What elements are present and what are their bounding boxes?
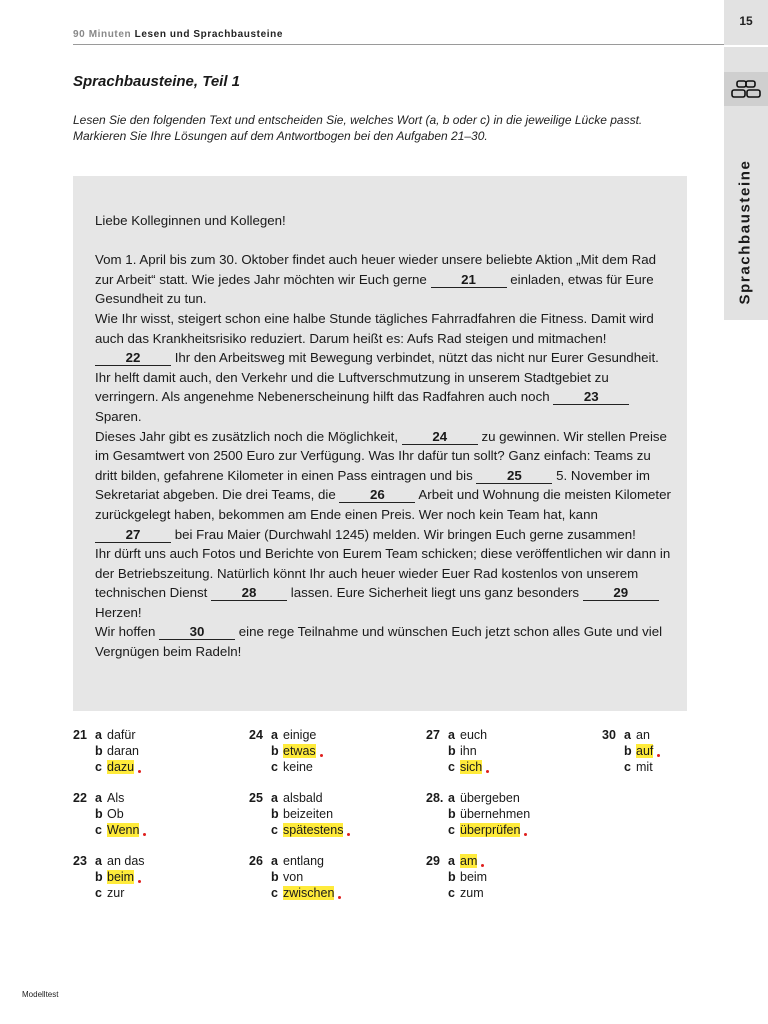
- gap-28: 28: [211, 585, 287, 601]
- option-letter: a: [95, 854, 102, 868]
- option-row: [73, 727, 141, 743]
- letter-paragraph-1: [95, 250, 675, 309]
- question-27: [426, 727, 489, 775]
- option-row: [426, 869, 487, 885]
- option-row: [602, 743, 660, 759]
- option-letter: a: [271, 728, 278, 742]
- option-row: [249, 727, 323, 743]
- option-a[interactable]: euch: [460, 728, 488, 742]
- running-header: [73, 29, 283, 40]
- option-c[interactable]: dazu: [107, 760, 135, 774]
- option-b[interactable]: ihn: [460, 744, 477, 758]
- text-fragment: Arbeit und Wohnung die meisten Kilometer zurückgelegt haben, bekommen am Ende einen Preis. Wer noch kein Team hat, kann: [95, 487, 671, 522]
- text-fragment: Herzen!: [95, 604, 142, 620]
- answer-mark-dot: [486, 770, 489, 773]
- answer-mark-dot: [657, 754, 660, 757]
- answer-mark-dot: [481, 864, 484, 867]
- option-row: [73, 790, 146, 806]
- text-fragment: Ihr dürft uns auch Fotos und Berichte von Eurem Team schicken; diese veröffentlichen wir dann in der Betriebszeitung. Natürlich könnt Ihr auch heuer wieder Euer Rad kostenlos von unserem technischen Dienst: [95, 546, 671, 601]
- option-row: [73, 869, 145, 885]
- gap-21: 21: [431, 272, 507, 288]
- letter-greeting: Liebe Kolleginnen und Kollegen!: [95, 213, 286, 228]
- gap-30: 30: [159, 624, 235, 640]
- option-a[interactable]: an: [636, 728, 650, 742]
- option-a[interactable]: an das: [107, 854, 145, 868]
- option-row: [426, 743, 489, 759]
- option-row: [249, 759, 323, 775]
- option-c[interactable]: spätestens: [283, 823, 344, 837]
- option-b[interactable]: auf: [636, 744, 654, 758]
- option-letter: c: [271, 886, 278, 900]
- option-letter: b: [448, 744, 456, 758]
- option-letter: b: [448, 807, 456, 821]
- page-title: Sprachbausteine, Teil 1: [73, 73, 240, 90]
- option-row: [426, 853, 487, 869]
- letter-paragraph-3: [95, 427, 675, 545]
- option-row: [426, 727, 489, 743]
- option-row: [426, 806, 530, 822]
- option-c[interactable]: mit: [636, 760, 653, 774]
- header-section-label: 90 Minuten: [73, 29, 132, 40]
- option-a[interactable]: alsbald: [283, 791, 323, 805]
- text-fragment: Sparen.: [95, 408, 142, 424]
- task-instructions: Lesen Sie den folgenden Text und entscheiden Sie, welches Wort (a, b oder c) in die jeweilige Lücke passt. Markieren Sie Ihre Lösungen auf dem Antwortbogen bei den Aufgaben 21–30.: [73, 113, 643, 143]
- option-b[interactable]: beim: [107, 870, 135, 884]
- option-letter: c: [271, 823, 278, 837]
- gap-22: 22: [95, 350, 171, 366]
- option-row: [73, 743, 141, 759]
- question-23: [73, 853, 145, 901]
- option-a[interactable]: dafür: [107, 728, 136, 742]
- option-row: [249, 885, 341, 901]
- text-fragment: einladen, etwas für Eure Gesundheit zu tun.: [95, 271, 654, 307]
- option-letter: c: [95, 823, 102, 837]
- option-letter: b: [271, 744, 279, 758]
- header-section-title: Lesen und Sprachbausteine: [134, 29, 283, 40]
- option-letter: b: [95, 870, 103, 884]
- text-fragment: Wir hoffen: [95, 624, 156, 640]
- option-b[interactable]: etwas: [283, 744, 316, 758]
- answer-mark-dot: [338, 896, 341, 899]
- side-tab-label: Sprachbausteine: [736, 159, 754, 305]
- option-row: [602, 727, 660, 743]
- text-fragment: 5. November im Sekretariat abgeben. Die drei Teams, die: [95, 467, 650, 503]
- option-letter: c: [624, 760, 631, 774]
- option-row: [249, 822, 350, 838]
- option-letter: a: [271, 791, 278, 805]
- option-row: [73, 853, 145, 869]
- option-c[interactable]: zum: [460, 886, 484, 900]
- option-b[interactable]: beizeiten: [283, 807, 334, 821]
- question-22: [73, 790, 146, 838]
- text-fragment: eine rege Teilnahme und wünschen Euch jetzt schon alles Gute und viel Vergnügen beim Radeln!: [95, 624, 663, 660]
- question-number: 21: [73, 728, 87, 742]
- option-letter: c: [271, 760, 278, 774]
- answer-mark-dot: [347, 833, 350, 836]
- linked-blocks-icon: [724, 72, 768, 106]
- letter-text: [95, 211, 675, 662]
- option-row: [73, 885, 145, 901]
- question-29: [426, 853, 487, 901]
- option-letter: b: [271, 807, 279, 821]
- option-letter: a: [271, 854, 278, 868]
- option-row: [426, 759, 489, 775]
- question-26: [249, 853, 341, 901]
- question-30: [602, 727, 660, 775]
- page-number: 15: [739, 14, 753, 28]
- text-fragment: lassen. Eure Sicherheit liegt uns ganz besonders: [290, 585, 580, 601]
- option-c[interactable]: zwischen: [283, 886, 335, 900]
- option-letter: b: [271, 870, 279, 884]
- option-letter: a: [624, 728, 631, 742]
- option-letter: c: [95, 886, 102, 900]
- answer-mark-dot: [138, 770, 141, 773]
- gap-23: 23: [553, 389, 629, 405]
- text-fragment: Wie Ihr wisst, steigert schon eine halbe Stunde tägliches Fahrradfahren die Fitness. Damit wird auch das Krankheitsrisiko reduziert. Darum heißt es: Aufs Rad steigen und mitmachen!: [95, 310, 654, 346]
- question-number: 25: [249, 791, 263, 805]
- option-letter: a: [95, 728, 102, 742]
- question-number: 27: [426, 728, 440, 742]
- option-row: [426, 885, 487, 901]
- gap-27: 27: [95, 527, 171, 543]
- question-number: 22: [73, 791, 87, 805]
- gap-24: 24: [402, 429, 478, 445]
- option-letter: c: [448, 823, 455, 837]
- gap-26: 26: [339, 487, 415, 503]
- option-row: [249, 853, 341, 869]
- question-number: 29: [426, 854, 440, 868]
- question-number: 30: [602, 728, 616, 742]
- option-row: [602, 759, 660, 775]
- footer-label: Modelltest: [22, 990, 59, 999]
- option-letter: a: [448, 791, 455, 805]
- question-number: 26: [249, 854, 263, 868]
- question-21: [73, 727, 141, 775]
- option-a[interactable]: am: [460, 854, 478, 868]
- gap-25: 25: [476, 468, 552, 484]
- option-a[interactable]: entlang: [283, 854, 325, 868]
- option-row: [426, 790, 530, 806]
- text-fragment: bei Frau Maier (Durchwahl 1245) melden. Wir bringen Euch gerne zusammen!: [174, 526, 636, 542]
- option-b[interactable]: beim: [460, 870, 488, 884]
- question-number: 28.: [426, 791, 444, 805]
- option-row: [249, 743, 323, 759]
- option-letter: a: [95, 791, 102, 805]
- option-letter: c: [448, 886, 455, 900]
- option-letter: c: [448, 760, 455, 774]
- text-fragment: Vom 1. April bis zum 30. Oktober findet auch heuer wieder unsere beliebte Aktion „Mit dem Rad zur Arbeit“ statt. Wie jedes Jahr möchten wir Euch gerne: [95, 252, 656, 287]
- option-letter: b: [95, 744, 103, 758]
- gap-29: 29: [583, 585, 659, 601]
- option-c[interactable]: sich: [460, 760, 483, 774]
- option-letter: b: [624, 744, 632, 758]
- answer-mark-dot: [143, 833, 146, 836]
- option-row: [249, 790, 350, 806]
- option-row: [249, 869, 341, 885]
- option-row: [73, 822, 146, 838]
- option-b[interactable]: Ob: [107, 807, 124, 821]
- answer-mark-dot: [524, 833, 527, 836]
- question-28: [426, 790, 530, 838]
- text-fragment: Ihr den Arbeitsweg mit Bewegung verbindet, nützt das nicht nur Eurer Gesundheit. Ihr helft damit auch, den Verkehr und die Luftverschmutzung in unserem Stadtgebiet zu verringern. Als angenehme Nebenerscheinung hilft das Radfahren auch noch: [95, 350, 659, 405]
- option-b[interactable]: übernehmen: [460, 807, 531, 821]
- option-c[interactable]: Wenn: [107, 823, 140, 837]
- question-25: [249, 790, 350, 838]
- letter-paragraph-4: [95, 544, 675, 622]
- option-b[interactable]: von: [283, 870, 304, 884]
- answer-mark-dot: [320, 754, 323, 757]
- letter-paragraph-2: [95, 309, 675, 427]
- option-c[interactable]: keine: [283, 760, 313, 774]
- option-letter: c: [95, 760, 102, 774]
- option-a[interactable]: übergeben: [460, 791, 520, 805]
- text-fragment: zu gewinnen. Wir stellen Preise im Gesamtwert von 2500 Euro zur Verfügung. Was Ihr dafür tun sollt? Ganz einfach: Teams zu dritt bilden, gefahrene Kilometer in einen Pass eintragen und bis: [95, 428, 667, 483]
- question-24: [249, 727, 323, 775]
- option-a[interactable]: einige: [283, 728, 317, 742]
- option-letter: b: [448, 870, 456, 884]
- question-number: 24: [249, 728, 263, 742]
- answer-mark-dot: [138, 880, 141, 883]
- option-c[interactable]: überprüfen: [460, 823, 521, 837]
- option-c[interactable]: zur: [107, 886, 125, 900]
- letter-paragraph-5: [95, 622, 675, 661]
- option-row: [249, 806, 350, 822]
- option-letter: a: [448, 854, 455, 868]
- option-letter: a: [448, 728, 455, 742]
- option-b[interactable]: daran: [107, 744, 139, 758]
- option-letter: b: [95, 807, 103, 821]
- option-row: [426, 822, 530, 838]
- option-row: [73, 806, 146, 822]
- option-a[interactable]: Als: [107, 791, 125, 805]
- header-rule: [73, 44, 724, 45]
- option-row: [73, 759, 141, 775]
- question-number: 23: [73, 854, 87, 868]
- text-fragment: Dieses Jahr gibt es zusätzlich noch die Möglichkeit,: [95, 428, 399, 444]
